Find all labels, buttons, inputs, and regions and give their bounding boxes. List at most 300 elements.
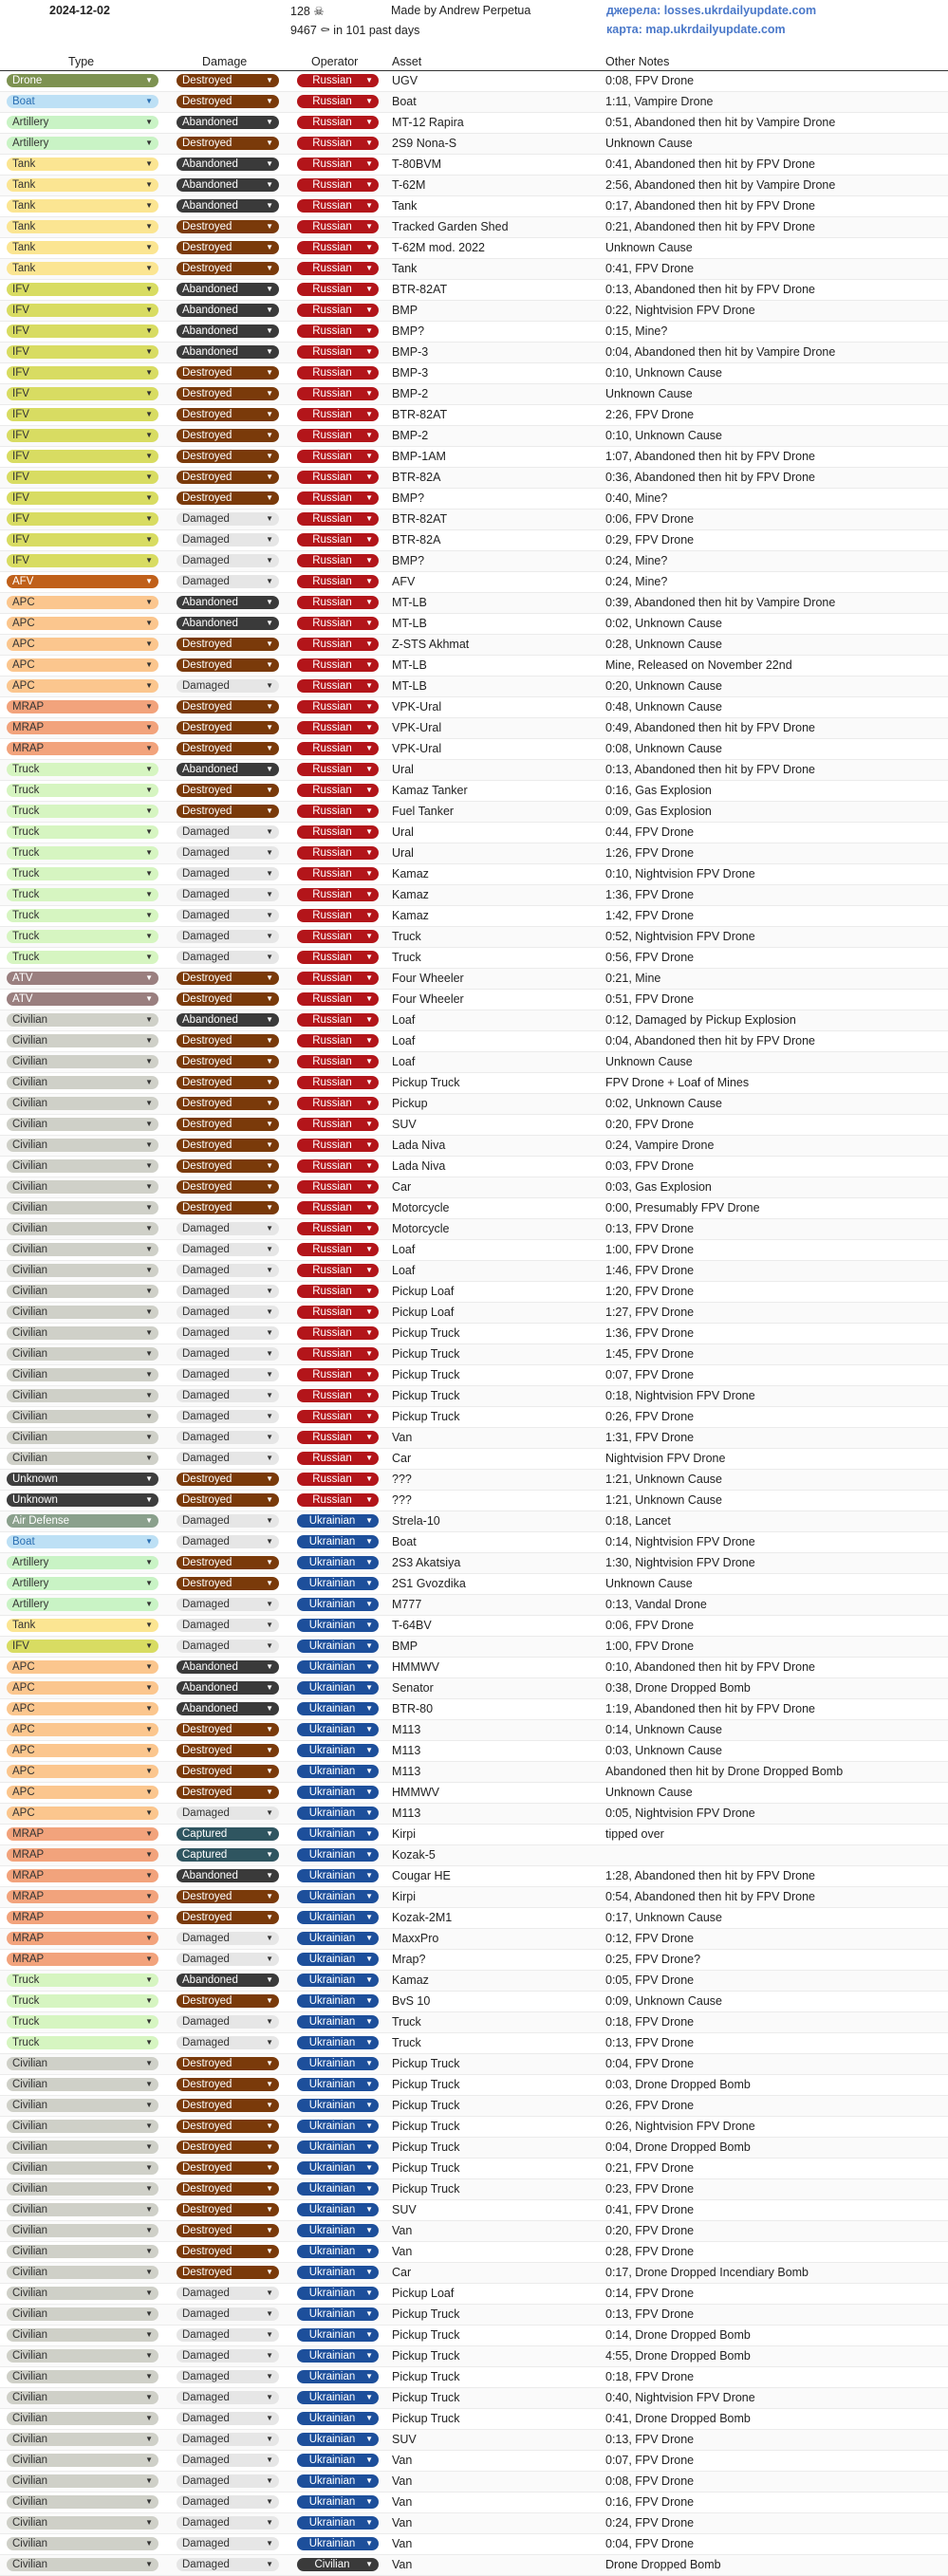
- damage-dropdown[interactable]: [177, 1660, 279, 1674]
- type-dropdown[interactable]: [7, 554, 158, 567]
- type-dropdown[interactable]: [7, 1222, 158, 1235]
- damage-dropdown[interactable]: [177, 199, 279, 213]
- asset-cell[interactable]: Kirpi: [392, 1890, 417, 1903]
- type-dropdown[interactable]: [7, 2537, 158, 2550]
- type-dropdown[interactable]: [7, 2412, 158, 2425]
- type-dropdown[interactable]: [7, 2182, 158, 2196]
- asset-cell[interactable]: Kirpi: [392, 1827, 417, 1841]
- asset-cell[interactable]: ???: [392, 1493, 412, 1507]
- notes-cell[interactable]: 0:40, Nightvision FPV Drone: [605, 2391, 755, 2404]
- notes-cell[interactable]: 0:25, FPV Drone?: [605, 1953, 701, 1966]
- damage-dropdown[interactable]: [177, 1911, 279, 1924]
- asset-cell[interactable]: BMP: [392, 304, 418, 317]
- damage-dropdown[interactable]: [177, 512, 279, 526]
- type-dropdown[interactable]: [7, 1473, 158, 1486]
- notes-cell[interactable]: Unknown Cause: [605, 1577, 693, 1590]
- asset-cell[interactable]: 2S3 Akatsiya: [392, 1556, 461, 1569]
- col-type[interactable]: Type: [68, 55, 95, 68]
- operator-dropdown[interactable]: [297, 2412, 379, 2425]
- type-dropdown[interactable]: [7, 1180, 158, 1194]
- type-dropdown[interactable]: [7, 2287, 158, 2300]
- notes-cell[interactable]: 1:28, Abandoned then hit by FPV Drone: [605, 1869, 815, 1882]
- damage-dropdown[interactable]: [177, 1034, 279, 1047]
- damage-dropdown[interactable]: [177, 2307, 279, 2321]
- damage-dropdown[interactable]: [177, 1452, 279, 1465]
- damage-dropdown[interactable]: [177, 2245, 279, 2258]
- damage-dropdown[interactable]: [177, 638, 279, 651]
- notes-cell[interactable]: 0:15, Mine?: [605, 324, 668, 338]
- operator-dropdown[interactable]: [297, 1285, 379, 1298]
- operator-dropdown[interactable]: [297, 1139, 379, 1152]
- type-dropdown[interactable]: [7, 638, 158, 651]
- asset-cell[interactable]: Pickup Truck: [392, 2120, 460, 2133]
- operator-dropdown[interactable]: [297, 763, 379, 776]
- operator-dropdown[interactable]: [297, 408, 379, 421]
- damage-dropdown[interactable]: [177, 1953, 279, 1966]
- notes-cell[interactable]: 1:19, Abandoned then hit by FPV Drone: [605, 1702, 815, 1715]
- damage-dropdown[interactable]: [177, 1013, 279, 1027]
- type-dropdown[interactable]: [7, 1911, 158, 1924]
- operator-dropdown[interactable]: [297, 262, 379, 275]
- notes-cell[interactable]: 0:41, FPV Drone: [605, 262, 695, 275]
- notes-cell[interactable]: 0:03, Unknown Cause: [605, 1744, 722, 1757]
- operator-dropdown[interactable]: [297, 2287, 379, 2300]
- asset-cell[interactable]: BMP-2: [392, 429, 429, 442]
- asset-cell[interactable]: Tracked Garden Shed: [392, 220, 509, 233]
- damage-dropdown[interactable]: [177, 1619, 279, 1632]
- notes-cell[interactable]: 0:07, FPV Drone: [605, 2454, 695, 2467]
- notes-cell[interactable]: 0:16, FPV Drone: [605, 2495, 695, 2509]
- type-dropdown[interactable]: [7, 2203, 158, 2216]
- operator-dropdown[interactable]: [297, 533, 379, 547]
- operator-dropdown[interactable]: [297, 596, 379, 609]
- asset-cell[interactable]: SUV: [392, 1118, 417, 1131]
- notes-cell[interactable]: 0:04, Abandoned then hit by Vampire Drone: [605, 345, 836, 359]
- notes-cell[interactable]: 0:49, Abandoned then hit by FPV Drone: [605, 721, 815, 734]
- type-dropdown[interactable]: [7, 805, 158, 818]
- damage-dropdown[interactable]: [177, 366, 279, 380]
- notes-cell[interactable]: 0:04, FPV Drone: [605, 2057, 695, 2070]
- notes-cell[interactable]: 0:10, Unknown Cause: [605, 366, 722, 380]
- type-dropdown[interactable]: [7, 2433, 158, 2446]
- operator-dropdown[interactable]: [297, 909, 379, 922]
- operator-dropdown[interactable]: [297, 1326, 379, 1340]
- operator-dropdown[interactable]: [297, 2370, 379, 2383]
- damage-dropdown[interactable]: [177, 2370, 279, 2383]
- operator-dropdown[interactable]: [297, 2140, 379, 2154]
- notes-cell[interactable]: 0:17, Drone Dropped Incendiary Bomb: [605, 2266, 809, 2279]
- type-dropdown[interactable]: [7, 596, 158, 609]
- operator-dropdown[interactable]: [297, 2078, 379, 2091]
- notes-cell[interactable]: 0:44, FPV Drone: [605, 825, 695, 839]
- operator-dropdown[interactable]: [297, 2161, 379, 2175]
- damage-dropdown[interactable]: [177, 1473, 279, 1486]
- type-dropdown[interactable]: [7, 1076, 158, 1089]
- damage-dropdown[interactable]: [177, 1306, 279, 1319]
- notes-cell[interactable]: 0:24, Mine?: [605, 554, 668, 567]
- damage-dropdown[interactable]: [177, 596, 279, 609]
- asset-cell[interactable]: Fuel Tanker: [392, 805, 455, 818]
- damage-dropdown[interactable]: [177, 2182, 279, 2196]
- operator-dropdown[interactable]: [297, 1034, 379, 1047]
- asset-cell[interactable]: SUV: [392, 2433, 417, 2446]
- operator-dropdown[interactable]: [297, 491, 379, 505]
- type-dropdown[interactable]: [7, 2558, 158, 2571]
- notes-cell[interactable]: 0:39, Abandoned then hit by Vampire Drone: [605, 596, 836, 609]
- damage-dropdown[interactable]: [177, 429, 279, 442]
- damage-dropdown[interactable]: [177, 491, 279, 505]
- asset-cell[interactable]: Pickup Truck: [392, 2412, 460, 2425]
- type-dropdown[interactable]: [7, 1118, 158, 1131]
- asset-cell[interactable]: MaxxPro: [392, 1932, 439, 1945]
- damage-dropdown[interactable]: [177, 1201, 279, 1214]
- type-dropdown[interactable]: [7, 429, 158, 442]
- damage-dropdown[interactable]: [177, 2558, 279, 2571]
- type-dropdown[interactable]: [7, 700, 158, 713]
- asset-cell[interactable]: Loaf: [392, 1013, 416, 1027]
- asset-cell[interactable]: Lada Niva: [392, 1159, 446, 1173]
- notes-cell[interactable]: Drone Dropped Bomb: [605, 2558, 721, 2571]
- notes-cell[interactable]: tipped over: [605, 1827, 664, 1841]
- notes-cell[interactable]: 0:17, Abandoned then hit by FPV Drone: [605, 199, 815, 213]
- type-dropdown[interactable]: [7, 2474, 158, 2488]
- asset-cell[interactable]: Car: [392, 2266, 412, 2279]
- type-dropdown[interactable]: [7, 1556, 158, 1569]
- damage-dropdown[interactable]: [177, 2495, 279, 2509]
- notes-cell[interactable]: 0:05, FPV Drone: [605, 1974, 695, 1987]
- operator-dropdown[interactable]: [297, 2516, 379, 2530]
- damage-dropdown[interactable]: [177, 2078, 279, 2091]
- damage-dropdown[interactable]: [177, 1598, 279, 1611]
- type-dropdown[interactable]: [7, 617, 158, 630]
- type-dropdown[interactable]: [7, 1640, 158, 1653]
- asset-cell[interactable]: UGV: [392, 74, 418, 87]
- operator-dropdown[interactable]: [297, 95, 379, 108]
- damage-dropdown[interactable]: [177, 1222, 279, 1235]
- operator-dropdown[interactable]: [297, 1473, 379, 1486]
- notes-cell[interactable]: Unknown Cause: [605, 1786, 693, 1799]
- asset-cell[interactable]: Loaf: [392, 1264, 416, 1277]
- asset-cell[interactable]: Truck: [392, 951, 421, 964]
- damage-dropdown[interactable]: [177, 1076, 279, 1089]
- asset-cell[interactable]: Pickup Truck: [392, 2349, 460, 2363]
- asset-cell[interactable]: BTR-80: [392, 1702, 434, 1715]
- type-dropdown[interactable]: [7, 1306, 158, 1319]
- asset-cell[interactable]: Kozak-2M1: [392, 1911, 453, 1924]
- type-dropdown[interactable]: [7, 304, 158, 317]
- asset-cell[interactable]: Loaf: [392, 1034, 416, 1047]
- damage-dropdown[interactable]: [177, 742, 279, 755]
- asset-cell[interactable]: Pickup Truck: [392, 1326, 460, 1340]
- asset-cell[interactable]: BMP?: [392, 554, 425, 567]
- operator-dropdown[interactable]: [297, 825, 379, 839]
- damage-dropdown[interactable]: [177, 345, 279, 359]
- damage-dropdown[interactable]: [177, 2266, 279, 2279]
- type-dropdown[interactable]: [7, 2266, 158, 2279]
- operator-dropdown[interactable]: [297, 2099, 379, 2112]
- asset-cell[interactable]: Pickup Loaf: [392, 1285, 455, 1298]
- notes-cell[interactable]: FPV Drone + Loaf of Mines: [605, 1076, 750, 1089]
- damage-dropdown[interactable]: [177, 1765, 279, 1778]
- notes-cell[interactable]: 0:41, Abandoned then hit by FPV Drone: [605, 158, 815, 171]
- operator-dropdown[interactable]: [297, 2433, 379, 2446]
- asset-cell[interactable]: M113: [392, 1765, 421, 1778]
- damage-dropdown[interactable]: [177, 471, 279, 484]
- notes-cell[interactable]: 0:00, Presumably FPV Drone: [605, 1201, 760, 1214]
- asset-cell[interactable]: Pickup Truck: [392, 2328, 460, 2342]
- type-dropdown[interactable]: [7, 283, 158, 296]
- damage-dropdown[interactable]: [177, 1786, 279, 1799]
- operator-dropdown[interactable]: [297, 1827, 379, 1841]
- notes-cell[interactable]: 2:56, Abandoned then hit by Vampire Drone: [605, 178, 836, 192]
- damage-dropdown[interactable]: [177, 1848, 279, 1862]
- operator-dropdown[interactable]: [297, 2537, 379, 2550]
- notes-cell[interactable]: Unknown Cause: [605, 241, 693, 254]
- operator-dropdown[interactable]: [297, 1681, 379, 1695]
- operator-dropdown[interactable]: [297, 512, 379, 526]
- notes-cell[interactable]: 0:21, Mine: [605, 972, 661, 985]
- type-dropdown[interactable]: [7, 2015, 158, 2029]
- asset-cell[interactable]: Strela-10: [392, 1514, 440, 1528]
- notes-cell[interactable]: 4:55, Drone Dropped Bomb: [605, 2349, 751, 2363]
- asset-cell[interactable]: BMP-1AM: [392, 450, 446, 463]
- notes-cell[interactable]: 0:20, FPV Drone: [605, 2224, 695, 2237]
- type-dropdown[interactable]: [7, 2328, 158, 2342]
- type-dropdown[interactable]: [7, 74, 158, 87]
- type-dropdown[interactable]: [7, 512, 158, 526]
- damage-dropdown[interactable]: [177, 1869, 279, 1882]
- notes-cell[interactable]: 0:38, Drone Dropped Bomb: [605, 1681, 751, 1695]
- asset-cell[interactable]: M113: [392, 1744, 421, 1757]
- type-dropdown[interactable]: [7, 1702, 158, 1715]
- damage-dropdown[interactable]: [177, 1243, 279, 1256]
- damage-dropdown[interactable]: [177, 74, 279, 87]
- damage-dropdown[interactable]: [177, 1535, 279, 1548]
- asset-cell[interactable]: BTR-82AT: [392, 408, 448, 421]
- notes-cell[interactable]: 0:26, FPV Drone: [605, 1410, 695, 1423]
- damage-dropdown[interactable]: [177, 1932, 279, 1945]
- notes-cell[interactable]: 0:18, Nightvision FPV Drone: [605, 1389, 755, 1402]
- type-dropdown[interactable]: [7, 930, 158, 943]
- type-dropdown[interactable]: [7, 1139, 158, 1152]
- notes-cell[interactable]: 0:03, Gas Explosion: [605, 1180, 712, 1194]
- asset-cell[interactable]: T-80BVM: [392, 158, 442, 171]
- operator-dropdown[interactable]: [297, 241, 379, 254]
- type-dropdown[interactable]: [7, 658, 158, 672]
- damage-dropdown[interactable]: [177, 1097, 279, 1110]
- damage-dropdown[interactable]: [177, 2433, 279, 2446]
- operator-dropdown[interactable]: [297, 554, 379, 567]
- asset-cell[interactable]: Loaf: [392, 1243, 416, 1256]
- damage-dropdown[interactable]: [177, 1264, 279, 1277]
- damage-dropdown[interactable]: [177, 2349, 279, 2363]
- asset-cell[interactable]: BMP: [392, 1640, 418, 1653]
- asset-cell[interactable]: Pickup Truck: [392, 2099, 460, 2112]
- type-dropdown[interactable]: [7, 1827, 158, 1841]
- notes-cell[interactable]: 0:06, FPV Drone: [605, 1619, 695, 1632]
- asset-cell[interactable]: Boat: [392, 95, 417, 108]
- asset-cell[interactable]: 2S9 Nona-S: [392, 137, 457, 150]
- type-dropdown[interactable]: [7, 2370, 158, 2383]
- notes-cell[interactable]: 1:21, Unknown Cause: [605, 1493, 722, 1507]
- damage-dropdown[interactable]: [177, 930, 279, 943]
- operator-dropdown[interactable]: [297, 742, 379, 755]
- notes-cell[interactable]: 0:13, Abandoned then hit by FPV Drone: [605, 283, 815, 296]
- type-dropdown[interactable]: [7, 2307, 158, 2321]
- damage-dropdown[interactable]: [177, 784, 279, 797]
- type-dropdown[interactable]: [7, 1723, 158, 1736]
- type-dropdown[interactable]: [7, 742, 158, 755]
- damage-dropdown[interactable]: [177, 2328, 279, 2342]
- type-dropdown[interactable]: [7, 1765, 158, 1778]
- type-dropdown[interactable]: [7, 575, 158, 588]
- notes-cell[interactable]: Mine, Released on November 22nd: [605, 658, 792, 672]
- asset-cell[interactable]: MT-LB: [392, 617, 427, 630]
- notes-cell[interactable]: 0:16, Gas Explosion: [605, 784, 712, 797]
- damage-dropdown[interactable]: [177, 2391, 279, 2404]
- notes-cell[interactable]: 0:13, FPV Drone: [605, 2433, 695, 2446]
- damage-dropdown[interactable]: [177, 909, 279, 922]
- notes-cell[interactable]: 1:30, Nightvision FPV Drone: [605, 1556, 755, 1569]
- type-dropdown[interactable]: [7, 137, 158, 150]
- asset-cell[interactable]: Truck: [392, 930, 421, 943]
- asset-cell[interactable]: Pickup Truck: [392, 2307, 460, 2321]
- type-dropdown[interactable]: [7, 721, 158, 734]
- asset-cell[interactable]: HMMWV: [392, 1786, 439, 1799]
- asset-cell[interactable]: Pickup Truck: [392, 1389, 460, 1402]
- asset-cell[interactable]: Ural: [392, 825, 414, 839]
- operator-dropdown[interactable]: [297, 2328, 379, 2342]
- asset-cell[interactable]: VPK-Ural: [392, 742, 442, 755]
- operator-dropdown[interactable]: [297, 1807, 379, 1820]
- operator-dropdown[interactable]: [297, 1347, 379, 1361]
- operator-dropdown[interactable]: [297, 1097, 379, 1110]
- operator-dropdown[interactable]: [297, 2307, 379, 2321]
- operator-dropdown[interactable]: [297, 805, 379, 818]
- operator-dropdown[interactable]: [297, 1974, 379, 1987]
- type-dropdown[interactable]: [7, 784, 158, 797]
- asset-cell[interactable]: Pickup Truck: [392, 2391, 460, 2404]
- damage-dropdown[interactable]: [177, 2140, 279, 2154]
- notes-cell[interactable]: 0:08, FPV Drone: [605, 74, 695, 87]
- notes-cell[interactable]: 0:08, Unknown Cause: [605, 742, 722, 755]
- operator-dropdown[interactable]: [297, 638, 379, 651]
- type-dropdown[interactable]: [7, 1681, 158, 1695]
- operator-dropdown[interactable]: [297, 1619, 379, 1632]
- notes-cell[interactable]: 1:26, FPV Drone: [605, 846, 695, 860]
- operator-dropdown[interactable]: [297, 784, 379, 797]
- notes-cell[interactable]: 0:21, FPV Drone: [605, 2161, 695, 2175]
- notes-cell[interactable]: 1:00, FPV Drone: [605, 1243, 695, 1256]
- asset-cell[interactable]: Kamaz: [392, 909, 429, 922]
- operator-dropdown[interactable]: [297, 1493, 379, 1507]
- type-dropdown[interactable]: [7, 2391, 158, 2404]
- operator-dropdown[interactable]: [297, 1932, 379, 1945]
- operator-dropdown[interactable]: [297, 324, 379, 338]
- notes-cell[interactable]: 0:04, FPV Drone: [605, 2537, 695, 2550]
- type-dropdown[interactable]: [7, 1389, 158, 1402]
- notes-cell[interactable]: 0:06, FPV Drone: [605, 512, 695, 526]
- asset-cell[interactable]: AFV: [392, 575, 416, 588]
- operator-dropdown[interactable]: [297, 387, 379, 400]
- damage-dropdown[interactable]: [177, 137, 279, 150]
- damage-dropdown[interactable]: [177, 2120, 279, 2133]
- type-dropdown[interactable]: [7, 909, 158, 922]
- notes-cell[interactable]: 1:36, FPV Drone: [605, 1326, 695, 1340]
- type-dropdown[interactable]: [7, 2224, 158, 2237]
- damage-dropdown[interactable]: [177, 2203, 279, 2216]
- asset-cell[interactable]: Pickup Truck: [392, 1368, 460, 1381]
- operator-dropdown[interactable]: [297, 345, 379, 359]
- asset-cell[interactable]: M777: [392, 1598, 422, 1611]
- type-dropdown[interactable]: [7, 2140, 158, 2154]
- operator-dropdown[interactable]: [297, 1243, 379, 1256]
- operator-dropdown[interactable]: [297, 158, 379, 171]
- operator-dropdown[interactable]: [297, 867, 379, 880]
- asset-cell[interactable]: Motorcycle: [392, 1222, 450, 1235]
- damage-dropdown[interactable]: [177, 1514, 279, 1528]
- type-dropdown[interactable]: [7, 1285, 158, 1298]
- type-dropdown[interactable]: [7, 1159, 158, 1173]
- damage-dropdown[interactable]: [177, 95, 279, 108]
- damage-dropdown[interactable]: [177, 951, 279, 964]
- operator-dropdown[interactable]: [297, 1013, 379, 1027]
- operator-dropdown[interactable]: [297, 199, 379, 213]
- notes-cell[interactable]: 0:14, Unknown Cause: [605, 1723, 722, 1736]
- damage-dropdown[interactable]: [177, 1493, 279, 1507]
- type-dropdown[interactable]: [7, 1807, 158, 1820]
- operator-dropdown[interactable]: [297, 2266, 379, 2279]
- asset-cell[interactable]: Van: [392, 2245, 413, 2258]
- asset-cell[interactable]: MT-LB: [392, 679, 427, 693]
- operator-dropdown[interactable]: [297, 429, 379, 442]
- type-dropdown[interactable]: [7, 2099, 158, 2112]
- damage-dropdown[interactable]: [177, 2412, 279, 2425]
- type-dropdown[interactable]: [7, 846, 158, 860]
- operator-dropdown[interactable]: [297, 1514, 379, 1528]
- type-dropdown[interactable]: [7, 1431, 158, 1444]
- damage-dropdown[interactable]: [177, 220, 279, 233]
- damage-dropdown[interactable]: [177, 178, 279, 192]
- operator-dropdown[interactable]: [297, 450, 379, 463]
- operator-dropdown[interactable]: [297, 1410, 379, 1423]
- type-dropdown[interactable]: [7, 408, 158, 421]
- type-dropdown[interactable]: [7, 1013, 158, 1027]
- type-dropdown[interactable]: [7, 1034, 158, 1047]
- damage-dropdown[interactable]: [177, 1723, 279, 1736]
- type-dropdown[interactable]: [7, 1055, 158, 1068]
- notes-cell[interactable]: 0:23, FPV Drone: [605, 2182, 695, 2196]
- asset-cell[interactable]: Four Wheeler: [392, 972, 464, 985]
- damage-dropdown[interactable]: [177, 867, 279, 880]
- damage-dropdown[interactable]: [177, 324, 279, 338]
- operator-dropdown[interactable]: [297, 1765, 379, 1778]
- type-dropdown[interactable]: [7, 241, 158, 254]
- damage-dropdown[interactable]: [177, 888, 279, 901]
- asset-cell[interactable]: Van: [392, 1431, 413, 1444]
- asset-cell[interactable]: MT-12 Rapira: [392, 116, 464, 129]
- asset-cell[interactable]: BvS 10: [392, 1994, 431, 2008]
- notes-cell[interactable]: 1:27, FPV Drone: [605, 1306, 695, 1319]
- type-dropdown[interactable]: [7, 220, 158, 233]
- damage-dropdown[interactable]: [177, 262, 279, 275]
- type-dropdown[interactable]: [7, 2161, 158, 2175]
- asset-cell[interactable]: Motorcycle: [392, 1201, 450, 1214]
- operator-dropdown[interactable]: [297, 1222, 379, 1235]
- asset-cell[interactable]: Tank: [392, 199, 418, 213]
- asset-cell[interactable]: BTR-82A: [392, 533, 441, 547]
- notes-cell[interactable]: 1:20, FPV Drone: [605, 1285, 695, 1298]
